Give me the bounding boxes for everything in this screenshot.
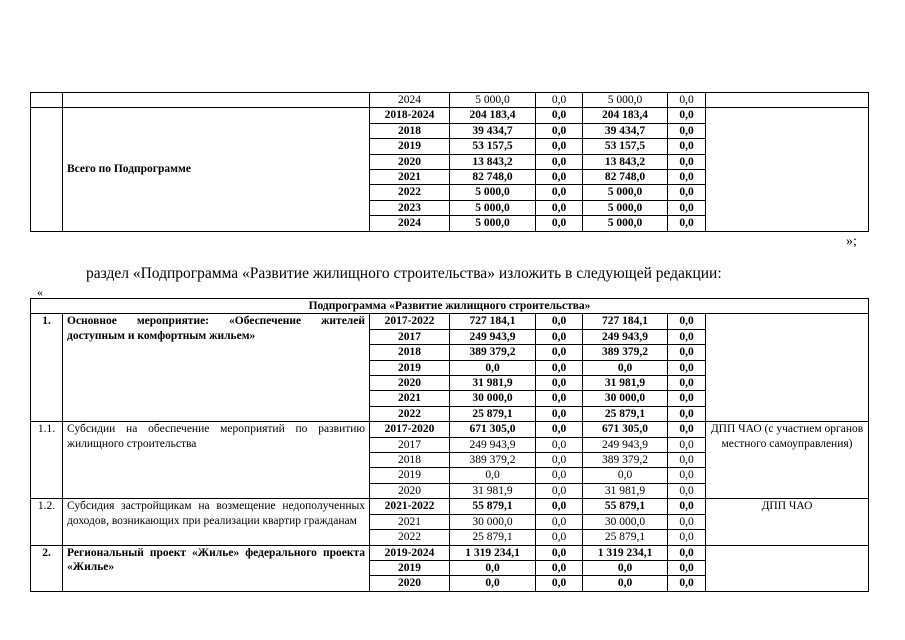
value-cell: 5 000,0 (450, 185, 536, 200)
table-row (31, 314, 869, 329)
value-cell: 5 000,0 (583, 200, 668, 215)
table-row (31, 93, 869, 108)
value-cell: 31 981,9 (450, 376, 536, 391)
year-cell: 2018 (370, 453, 450, 468)
value-cell: 0,0 (583, 560, 668, 575)
row-number: 1.1. (31, 422, 63, 499)
value-cell: 0,0 (536, 376, 583, 391)
value-cell: 0,0 (668, 530, 706, 545)
value-cell: 5 000,0 (583, 185, 668, 200)
value-cell: 0,0 (668, 437, 706, 452)
value-cell: 0,0 (668, 329, 706, 344)
value-cell: 0,0 (668, 345, 706, 360)
value-cell: 0,0 (583, 576, 668, 591)
value-cell: 55 879,1 (450, 499, 536, 514)
row-number: 1. (31, 314, 63, 422)
value-cell: 5 000,0 (583, 93, 668, 108)
executor-cell: ДПП ЧАО (706, 499, 869, 545)
total-rows (31, 108, 869, 231)
year-cell: 2020 (370, 154, 450, 169)
value-cell: 0,0 (536, 139, 583, 154)
value-cell: 0,0 (668, 576, 706, 591)
year-cell: 2017-2022 (370, 314, 450, 329)
table-row (31, 499, 869, 514)
value-cell: 0,0 (536, 483, 583, 498)
value-cell: 0,0 (668, 499, 706, 514)
amendment-instruction: раздел «Подпрограмма «Развитие жилищного строительства» изложить в следующей редакции: (86, 265, 722, 282)
name-cell (63, 93, 370, 108)
value-cell: 31 981,9 (583, 483, 668, 498)
year-cell: 2024 (370, 93, 450, 108)
value-cell: 204 183,4 (450, 108, 536, 123)
value-cell: 0,0 (536, 560, 583, 575)
value-cell: 0,0 (536, 108, 583, 123)
year-cell: 2021 (370, 514, 450, 529)
value-cell: 0,0 (536, 329, 583, 344)
value-cell: 389 379,2 (583, 345, 668, 360)
value-cell: 0,0 (668, 170, 706, 185)
value-cell: 0,0 (450, 560, 536, 575)
year-cell: 2021-2022 (370, 499, 450, 514)
housing-subprogram-table (30, 298, 869, 592)
value-cell: 55 879,1 (583, 499, 668, 514)
executor-cell (706, 93, 869, 108)
value-cell: 0,0 (668, 200, 706, 215)
value-cell: 0,0 (668, 216, 706, 231)
subprogram-rows (31, 314, 869, 591)
value-cell: 0,0 (536, 468, 583, 483)
value-cell: 727 184,1 (450, 314, 536, 329)
table-row (31, 545, 869, 560)
value-cell: 0,0 (536, 216, 583, 231)
year-cell: 2017 (370, 437, 450, 452)
value-cell: 0,0 (536, 422, 583, 437)
value-cell: 0,0 (536, 170, 583, 185)
row-number (31, 108, 63, 231)
year-cell: 2022 (370, 530, 450, 545)
executor-cell: ДПП ЧАО (с участием органов местного самоуправления) (706, 422, 869, 499)
value-cell: 0,0 (536, 314, 583, 329)
value-cell: 5 000,0 (450, 93, 536, 108)
item-name: Основное мероприятие: «Обеспечение жителей доступным и комфортным жильем» (63, 314, 370, 422)
year-cell: 2022 (370, 185, 450, 200)
year-cell: 2019 (370, 360, 450, 375)
value-cell: 30 000,0 (450, 391, 536, 406)
value-cell: 0,0 (668, 422, 706, 437)
value-cell: 0,0 (536, 499, 583, 514)
value-cell: 204 183,4 (583, 108, 668, 123)
subprogram-header: Подпрограмма «Развитие жилищного строительства» (31, 299, 869, 314)
value-cell: 671 305,0 (583, 422, 668, 437)
value-cell: 0,0 (668, 139, 706, 154)
item-name: Региональный проект «Жилье» федерального проекта «Жилье» (63, 545, 370, 591)
value-cell: 25 879,1 (583, 406, 668, 421)
year-cell: 2018 (370, 123, 450, 138)
year-cell: 2019 (370, 468, 450, 483)
value-cell: 0,0 (536, 576, 583, 591)
row-number: 1.2. (31, 499, 63, 545)
value-cell: 0,0 (583, 360, 668, 375)
value-cell: 0,0 (450, 360, 536, 375)
row-number: 2. (31, 545, 63, 591)
year-cell: 2023 (370, 200, 450, 215)
value-cell: 0,0 (536, 453, 583, 468)
table-row (31, 108, 869, 123)
value-cell: 0,0 (536, 360, 583, 375)
year-cell: 2019 (370, 139, 450, 154)
value-cell: 30 000,0 (583, 514, 668, 529)
year-cell: 2021 (370, 170, 450, 185)
value-cell: 0,0 (668, 360, 706, 375)
value-cell: 0,0 (450, 576, 536, 591)
value-cell: 39 434,7 (450, 123, 536, 138)
value-cell: 1 319 234,1 (583, 545, 668, 560)
value-cell: 0,0 (536, 123, 583, 138)
value-cell: 0,0 (668, 406, 706, 421)
executor-cell (706, 314, 869, 422)
executor-cell (706, 108, 869, 231)
year-cell: 2018-2024 (370, 108, 450, 123)
value-cell: 0,0 (668, 560, 706, 575)
value-cell: 249 943,9 (583, 329, 668, 344)
value-cell: 0,0 (668, 154, 706, 169)
value-cell: 0,0 (536, 200, 583, 215)
value-cell: 25 879,1 (450, 406, 536, 421)
value-cell: 53 157,5 (583, 139, 668, 154)
year-cell: 2020 (370, 376, 450, 391)
year-cell: 2017 (370, 329, 450, 344)
value-cell: 30 000,0 (450, 514, 536, 529)
value-cell: 249 943,9 (450, 437, 536, 452)
value-cell: 0,0 (450, 468, 536, 483)
value-cell: 0,0 (668, 93, 706, 108)
item-name: Всего по Подпрограмме (63, 108, 370, 231)
value-cell: 0,0 (536, 437, 583, 452)
value-cell: 82 748,0 (583, 170, 668, 185)
year-cell: 2022 (370, 406, 450, 421)
value-cell: 30 000,0 (583, 391, 668, 406)
value-cell: 0,0 (668, 108, 706, 123)
value-cell: 0,0 (668, 376, 706, 391)
value-cell: 39 434,7 (583, 123, 668, 138)
year-cell: 2018 (370, 345, 450, 360)
value-cell: 0,0 (583, 468, 668, 483)
opening-quote: « (37, 285, 43, 299)
year-cell: 2019-2024 (370, 545, 450, 560)
value-cell: 249 943,9 (583, 437, 668, 452)
value-cell: 389 379,2 (450, 453, 536, 468)
value-cell: 0,0 (536, 93, 583, 108)
value-cell: 0,0 (536, 545, 583, 560)
value-cell: 82 748,0 (450, 170, 536, 185)
value-cell: 671 305,0 (450, 422, 536, 437)
value-cell: 0,0 (536, 185, 583, 200)
year-cell: 2017-2020 (370, 422, 450, 437)
value-cell: 5 000,0 (583, 216, 668, 231)
value-cell: 0,0 (668, 514, 706, 529)
closing-quote: »; (846, 234, 857, 249)
year-cell: 2024 (370, 216, 450, 231)
value-cell: 0,0 (536, 530, 583, 545)
value-cell: 5 000,0 (450, 200, 536, 215)
value-cell: 1 319 234,1 (450, 545, 536, 560)
year-cell: 2020 (370, 576, 450, 591)
value-cell: 5 000,0 (450, 216, 536, 231)
value-cell: 0,0 (668, 545, 706, 560)
value-cell: 0,0 (668, 123, 706, 138)
value-cell: 0,0 (668, 483, 706, 498)
value-cell: 13 843,2 (583, 154, 668, 169)
value-cell: 727 184,1 (583, 314, 668, 329)
year-cell: 2021 (370, 391, 450, 406)
value-cell: 0,0 (668, 391, 706, 406)
item-name: Субсидии на обеспечение мероприятий по развитию жилищного строительства (63, 422, 370, 499)
value-cell: 13 843,2 (450, 154, 536, 169)
value-cell: 0,0 (536, 154, 583, 169)
year-cell: 2019 (370, 560, 450, 575)
value-cell: 25 879,1 (450, 530, 536, 545)
value-cell: 53 157,5 (450, 139, 536, 154)
table-row (31, 422, 869, 437)
value-cell: 0,0 (536, 345, 583, 360)
value-cell: 31 981,9 (450, 483, 536, 498)
value-cell: 389 379,2 (450, 345, 536, 360)
table-header-row (31, 299, 869, 314)
value-cell: 0,0 (668, 314, 706, 329)
value-cell: 0,0 (668, 185, 706, 200)
executor-cell (706, 545, 869, 591)
num-cell (31, 93, 63, 108)
value-cell: 0,0 (668, 468, 706, 483)
value-cell: 389 379,2 (583, 453, 668, 468)
year-cell: 2020 (370, 483, 450, 498)
value-cell: 0,0 (536, 391, 583, 406)
value-cell: 25 879,1 (583, 530, 668, 545)
subprogram-total-table (30, 92, 869, 232)
value-cell: 0,0 (668, 453, 706, 468)
value-cell: 0,0 (536, 514, 583, 529)
value-cell: 249 943,9 (450, 329, 536, 344)
value-cell: 31 981,9 (583, 376, 668, 391)
item-name: Субсидия застройщикам на возмещение недополученных доходов, возникающих при реализации квартир гражданам (63, 499, 370, 545)
value-cell: 0,0 (536, 406, 583, 421)
